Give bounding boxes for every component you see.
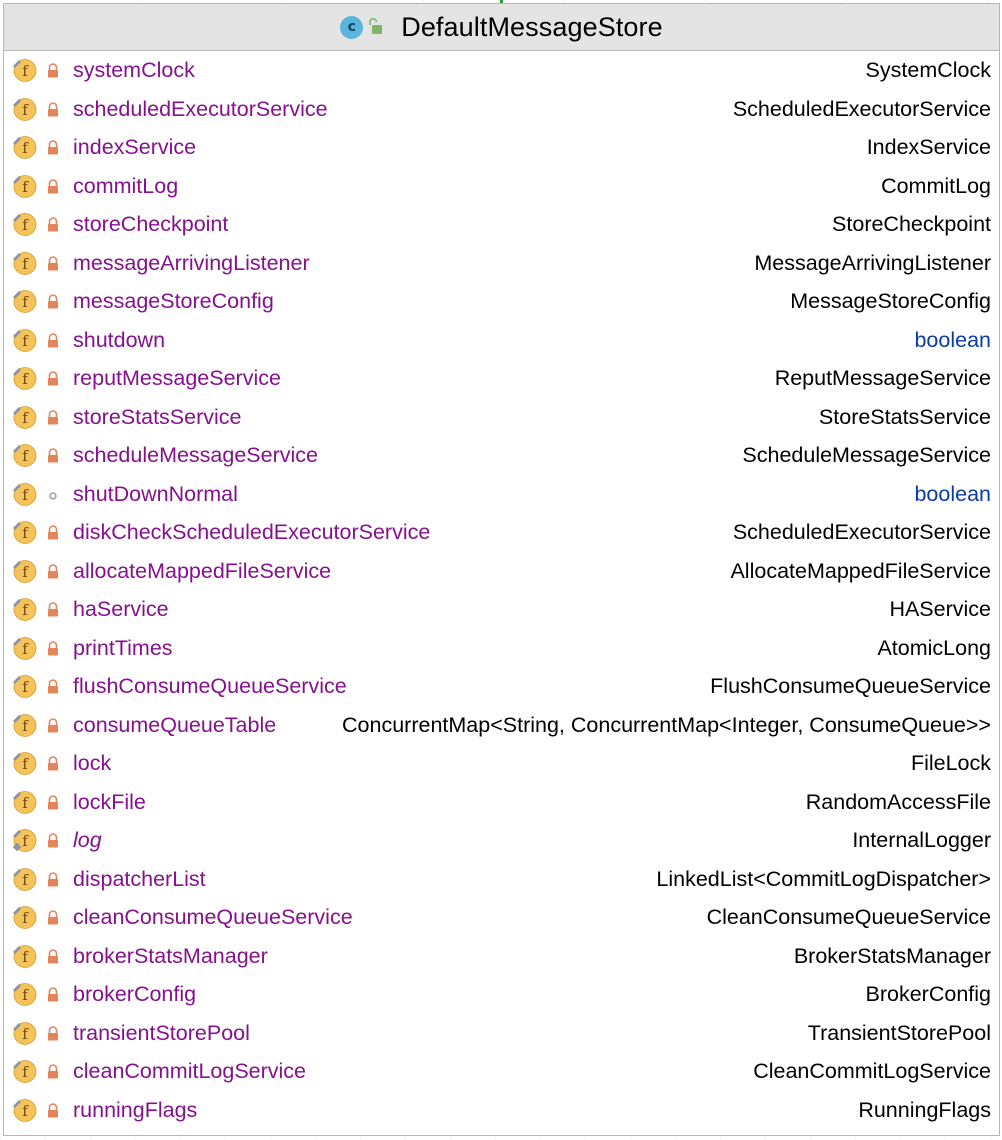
field-icon: [11, 250, 37, 276]
field-icon: [11, 211, 37, 237]
field-icon: [11, 635, 37, 661]
svg-text:f: f: [22, 177, 28, 196]
class-icon: c: [340, 16, 363, 39]
field-row[interactable]: [4, 475, 999, 514]
svg-text:f: f: [22, 947, 28, 966]
field-type: StoreCheckpoint: [832, 212, 991, 236]
private-lock-icon: [46, 949, 60, 964]
field-name: shutDownNormal: [73, 481, 238, 506]
field-type: boolean: [914, 481, 991, 506]
svg-text:f: f: [22, 1024, 28, 1043]
field-type: SystemClock: [865, 58, 991, 82]
field-icon: [11, 1020, 37, 1046]
field-row[interactable]: [4, 898, 999, 937]
private-lock-icon: [46, 140, 60, 155]
field-row[interactable]: [4, 90, 999, 129]
private-lock-icon: [46, 564, 60, 579]
field-type: BrokerConfig: [865, 982, 991, 1006]
field-icon: [11, 173, 37, 199]
field-name: brokerStatsManager: [73, 943, 268, 968]
field-name: haService: [73, 597, 169, 621]
field-icon: [11, 481, 37, 507]
field-icon: [11, 866, 37, 892]
svg-text:f: f: [22, 870, 28, 889]
field-name: storeStatsService: [73, 404, 242, 429]
svg-text:f: f: [22, 601, 28, 619]
field-icon: [11, 943, 37, 969]
svg-text:f: f: [22, 408, 28, 427]
field-row[interactable]: [4, 860, 999, 899]
field-type: FlushConsumeQueueService: [710, 674, 991, 698]
svg-text:f: f: [22, 370, 28, 388]
field-icon: [11, 673, 37, 699]
field-icon: [11, 288, 37, 314]
svg-text:f: f: [22, 331, 28, 350]
private-lock-icon: [46, 833, 60, 848]
field-row[interactable]: [4, 783, 999, 822]
field-row[interactable]: [4, 975, 999, 1014]
field-name: printTimes: [73, 635, 173, 660]
field-name: diskCheckScheduledExecutorService: [73, 520, 431, 544]
field-row[interactable]: [4, 513, 999, 552]
field-type: AllocateMappedFileService: [730, 558, 991, 583]
svg-text:f: f: [22, 793, 28, 812]
svg-text:f: f: [22, 1063, 28, 1081]
field-type: MessageArrivingListener: [754, 250, 991, 275]
private-lock-icon: [46, 217, 60, 232]
field-row[interactable]: [4, 706, 999, 745]
field-type: boolean: [914, 327, 991, 352]
field-name: indexService: [73, 135, 197, 159]
field-name: scheduledExecutorService: [73, 96, 328, 121]
svg-text:f: f: [22, 254, 28, 273]
svg-text:f: f: [22, 562, 28, 581]
private-lock-icon: [46, 910, 60, 925]
field-icon: [11, 789, 37, 815]
field-row[interactable]: [4, 937, 999, 976]
field-icon: [11, 57, 37, 83]
static-field-icon: [11, 827, 37, 853]
package-private-icon: [46, 487, 60, 502]
field-icon: [11, 1058, 37, 1084]
field-name: messageArrivingListener: [73, 250, 310, 275]
field-list: [4, 51, 999, 1129]
private-lock-icon: [46, 795, 60, 810]
field-type: TransientStorePool: [807, 1020, 991, 1045]
svg-text:f: f: [22, 216, 28, 234]
field-name: scheduleMessageService: [73, 443, 318, 467]
private-lock-icon: [46, 333, 60, 348]
field-name: flushConsumeQueueService: [73, 674, 347, 698]
field-icon: [11, 750, 37, 776]
bottom-edge-marks: [0, 1136, 1002, 1140]
field-name: reputMessageService: [73, 366, 281, 390]
field-icon: [11, 327, 37, 353]
svg-text:f: f: [22, 986, 28, 1004]
field-name: consumeQueueTable: [73, 712, 277, 737]
field-row[interactable]: [4, 205, 999, 244]
private-lock-icon: [46, 641, 60, 656]
field-type: HAService: [889, 597, 991, 621]
svg-text:f: f: [22, 832, 28, 850]
public-unlock-icon: [367, 17, 387, 37]
private-lock-icon: [46, 256, 60, 271]
field-name: lockFile: [73, 789, 146, 814]
field-icon: [11, 558, 37, 584]
field-row[interactable]: [4, 629, 999, 668]
svg-text:f: f: [22, 62, 28, 80]
field-type: CleanCommitLogService: [753, 1059, 991, 1083]
field-name: log: [73, 828, 102, 852]
field-type: AtomicLong: [877, 635, 991, 660]
field-row[interactable]: [4, 244, 999, 283]
private-lock-icon: [46, 679, 60, 694]
class-name: DefaultMessageStore: [401, 11, 663, 42]
svg-text:f: f: [22, 909, 28, 927]
svg-text:f: f: [22, 524, 28, 542]
field-icon: [11, 404, 37, 430]
private-lock-icon: [46, 371, 60, 386]
field-row[interactable]: [4, 51, 999, 90]
field-icon: [11, 1097, 37, 1123]
field-name: lock: [73, 751, 112, 775]
field-type: FileLock: [910, 751, 991, 775]
field-row[interactable]: [4, 321, 999, 360]
field-icon: [11, 96, 37, 122]
private-lock-icon: [46, 756, 60, 771]
field-type: ScheduledExecutorService: [732, 96, 991, 121]
field-name: runningFlags: [73, 1097, 198, 1122]
field-icon: [11, 365, 37, 391]
field-type: BrokerStatsManager: [793, 943, 991, 968]
field-row[interactable]: [4, 436, 999, 475]
field-name: allocateMappedFileService: [73, 558, 332, 583]
private-lock-icon: [46, 718, 60, 733]
field-name: transientStorePool: [73, 1020, 250, 1045]
field-name: cleanConsumeQueueService: [73, 905, 353, 929]
svg-text:f: f: [22, 716, 28, 735]
field-name: messageStoreConfig: [73, 289, 274, 313]
svg-text:f: f: [22, 139, 28, 157]
field-name: shutdown: [73, 327, 166, 352]
field-row[interactable]: [4, 1091, 999, 1130]
private-lock-icon: [46, 1064, 60, 1079]
field-type: ReputMessageService: [774, 366, 991, 390]
svg-text:f: f: [22, 678, 28, 696]
field-type: ConcurrentMap<String, ConcurrentMap<Integer, ConsumeQueue>>: [342, 712, 991, 737]
field-row[interactable]: [4, 744, 999, 783]
field-name: dispatcherList: [73, 866, 206, 891]
field-type: CleanConsumeQueueService: [706, 905, 991, 929]
private-lock-icon: [46, 102, 60, 117]
field-icon: [11, 596, 37, 622]
field-row[interactable]: [4, 552, 999, 591]
field-type: InternalLogger: [852, 828, 991, 852]
field-type: ScheduleMessageService: [742, 443, 991, 467]
field-type: CommitLog: [881, 173, 991, 198]
private-lock-icon: [46, 179, 60, 194]
field-row[interactable]: [4, 282, 999, 321]
private-lock-icon: [46, 525, 60, 540]
field-name: brokerConfig: [73, 982, 197, 1006]
private-lock-icon: [46, 294, 60, 309]
field-name: commitLog: [73, 173, 179, 198]
field-icon: [11, 904, 37, 930]
field-row[interactable]: [4, 359, 999, 398]
field-type: RandomAccessFile: [805, 789, 991, 814]
field-icon: [11, 519, 37, 545]
field-type: ScheduledExecutorService: [732, 520, 991, 544]
field-icon: [11, 981, 37, 1007]
field-row[interactable]: [4, 398, 999, 437]
field-name: systemClock: [73, 58, 195, 82]
private-lock-icon: [46, 1026, 60, 1041]
field-row[interactable]: [4, 667, 999, 706]
field-icon: [11, 712, 37, 738]
class-header[interactable]: [4, 4, 999, 51]
class-node[interactable]: [3, 3, 1000, 1136]
svg-text:f: f: [22, 755, 28, 773]
field-type: LinkedList<CommitLogDispatcher>: [656, 866, 991, 891]
field-type: MessageStoreConfig: [790, 289, 991, 313]
field-row[interactable]: [4, 821, 999, 860]
svg-text:f: f: [22, 293, 28, 311]
private-lock-icon: [46, 987, 60, 1002]
field-type: IndexService: [866, 135, 991, 159]
field-row[interactable]: [4, 1052, 999, 1091]
field-row[interactable]: [4, 590, 999, 629]
svg-text:f: f: [22, 485, 28, 504]
field-row[interactable]: [4, 1014, 999, 1053]
private-lock-icon: [46, 872, 60, 887]
private-lock-icon: [46, 448, 60, 463]
private-lock-icon: [46, 602, 60, 617]
private-lock-icon: [46, 410, 60, 425]
private-lock-icon: [46, 1103, 60, 1118]
svg-text:f: f: [22, 100, 28, 119]
field-type: StoreStatsService: [818, 404, 991, 429]
field-name: cleanCommitLogService: [73, 1059, 307, 1083]
field-row[interactable]: [4, 167, 999, 206]
svg-text:f: f: [22, 1101, 28, 1120]
private-lock-icon: [46, 63, 60, 78]
svg-text:f: f: [22, 639, 28, 658]
field-name: storeCheckpoint: [73, 212, 229, 236]
field-icon: [11, 134, 37, 160]
field-row[interactable]: [4, 128, 999, 167]
svg-text:f: f: [22, 447, 28, 465]
field-icon: [11, 442, 37, 468]
field-type: RunningFlags: [858, 1097, 991, 1122]
